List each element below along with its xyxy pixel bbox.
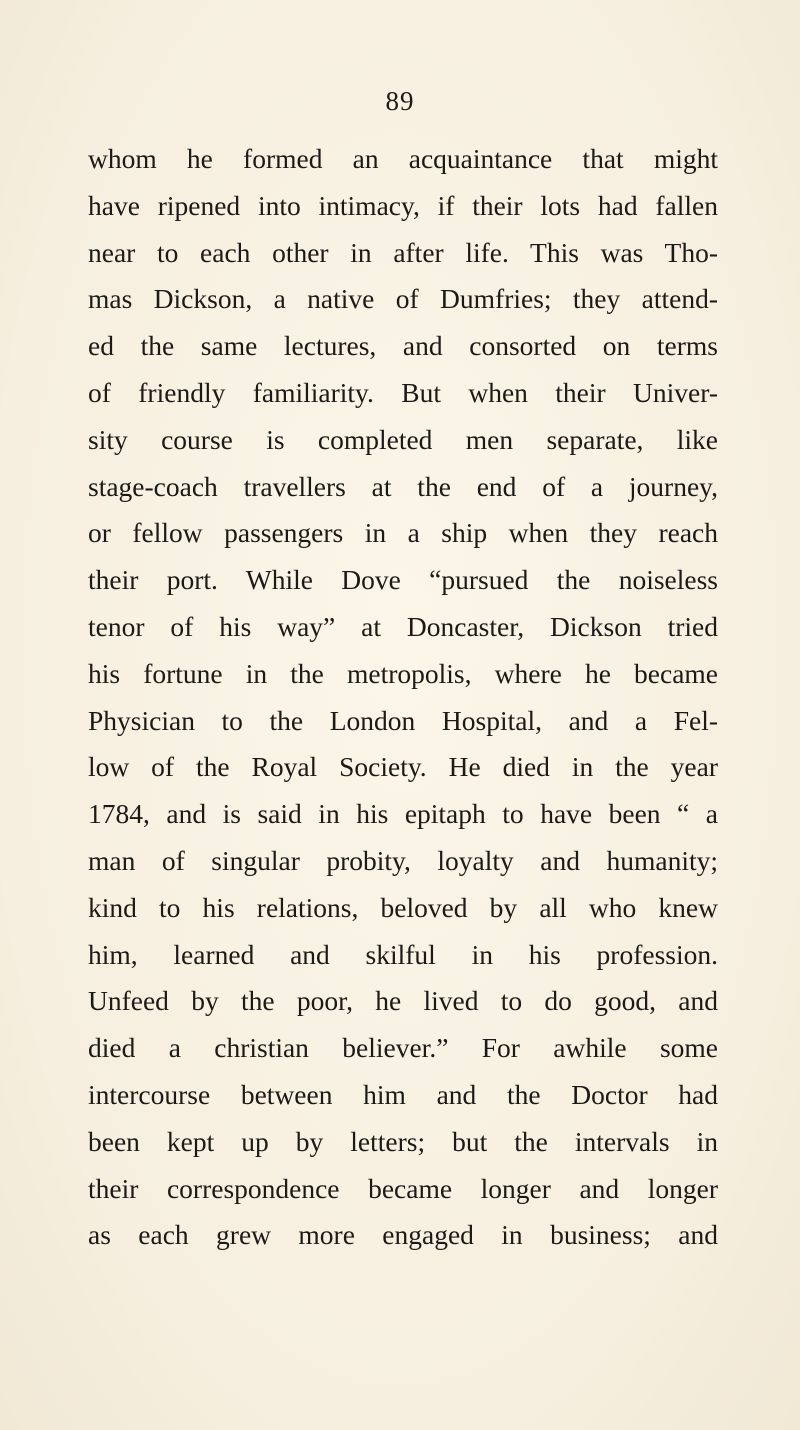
text-line: sity course is completed men separate, like (88, 423, 718, 455)
text-line: intercourse between him and the Doctor had (88, 1078, 718, 1110)
text-line: been kept up by letters; but the intervals in (88, 1125, 718, 1157)
text-line: as each grew more engaged in business; and (88, 1219, 718, 1251)
text-line: stage-coach travellers at the end of a journey, (88, 470, 718, 502)
text-line: his fortune in the metropolis, where he became (88, 657, 718, 689)
text-line: mas Dickson, a native of Dumfries; they attend- (88, 283, 718, 315)
text-line: ed the same lectures, and consorted on terms (88, 330, 718, 362)
text-line: died a christian believer.” For awhile some (88, 1032, 718, 1064)
text-line: whom he formed an acquaintance that might (88, 143, 718, 174)
text-line: low of the Royal Society. He died in the year (88, 751, 718, 783)
text-line: 1784, and is said in his epitaph to have been “ a (88, 798, 718, 830)
text-line: near to each other in after life. This was Tho- (88, 236, 718, 268)
text-line: or fellow passengers in a ship when they reach (88, 517, 718, 549)
text-line: have ripened into intimacy, if their lots had fallen (88, 189, 718, 221)
page-number: 89 (385, 86, 415, 116)
text-line: him, learned and skilful in his profession. (88, 938, 718, 970)
text-line: tenor of his way” at Doncaster, Dickson tried (88, 610, 718, 642)
text-line: Physician to the London Hospital, and a Fel- (88, 704, 718, 736)
body-text (88, 136, 718, 1259)
text-line: their correspondence became longer and longer (88, 1172, 718, 1204)
text-line: their port. While Dove “pursued the noiseless (88, 564, 718, 596)
text-line: Unfeed by the poor, he lived to do good, and (88, 985, 718, 1017)
text-line: man of singular probity, loyalty and humanity; (88, 844, 718, 876)
text-line: of friendly familiarity. But when their Univer- (88, 376, 718, 408)
text-line: kind to his relations, beloved by all who knew (88, 891, 718, 923)
